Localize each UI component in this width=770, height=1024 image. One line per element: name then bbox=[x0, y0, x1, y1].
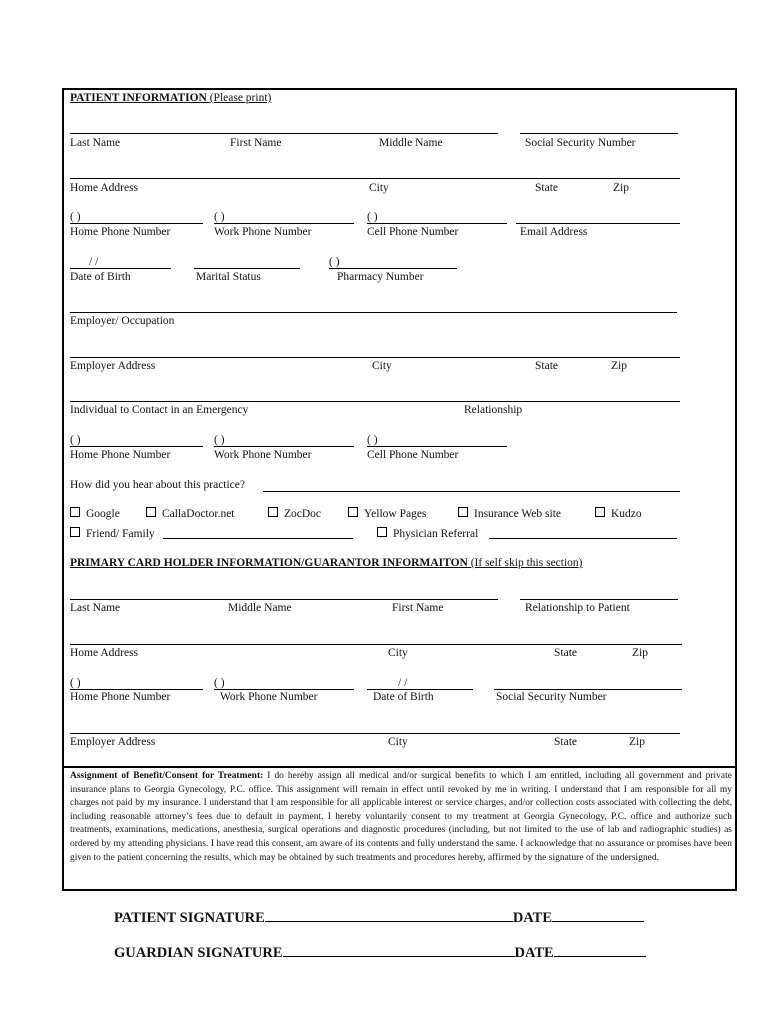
consent-body: I do hereby assign all medical and/or surgical benefits to which I am entitled, including all government and private insurance plans to Georgia Gynecology, P.C. office. This assignment will remain in effect until revoked by me in writing. I understand that I am responsible for all my charges not paid by my insurance. I understand that I am responsible for all applicable interest or service charges, and/or collection costs associated with collecting the debt, including reasonable attorney’s fees due to default in payment. I hereby voluntarily consent to my treatment at Georgia Gynecology, P.C. office and authorize such treatments, examinations, medications, anesthesia, surgical operations and diagnostic procedures (including, but not limited to the use of lab and radiographic studies) as ordered by my attending physicians. I have read this consent, am aware of its contents and fully understand the same. I acknowledge that no assurance or promises have been given to the patient concerning the results, which may be obtained by such treatments and procedures hereby, affirmed by the signature of the undersigned. bbox=[70, 771, 732, 863]
label-employer-address: Employer Address bbox=[70, 360, 156, 372]
checkbox-icon[interactable] bbox=[70, 527, 80, 537]
guarantor-home-phone-field[interactable] bbox=[70, 689, 203, 690]
guardian-signature-field[interactable] bbox=[283, 955, 515, 957]
em-home-phone-paren: ( ) bbox=[70, 434, 81, 446]
label-middle-name: Middle Name bbox=[379, 137, 443, 149]
label-city: City bbox=[369, 182, 389, 194]
label-zip: Zip bbox=[613, 182, 629, 194]
option-yellow-pages[interactable]: Yellow Pages bbox=[348, 507, 426, 521]
option-physician-referral[interactable]: Physician Referral bbox=[377, 527, 478, 541]
patient-pharmacy-field[interactable] bbox=[329, 268, 457, 269]
employer-address-field[interactable] bbox=[70, 357, 680, 358]
label-pharmacy-number: Pharmacy Number bbox=[337, 271, 424, 283]
patient-signature-row bbox=[114, 911, 644, 926]
hear-about-field[interactable] bbox=[263, 491, 680, 492]
label-em-work-phone: Work Phone Number bbox=[214, 449, 312, 461]
consent-paragraph bbox=[70, 770, 732, 865]
patient-email-field[interactable] bbox=[516, 223, 680, 224]
emergency-work-phone-field[interactable] bbox=[214, 446, 354, 447]
label-employer-occupation: Employer/ Occupation bbox=[70, 315, 175, 327]
label-marital-status: Marital Status bbox=[196, 271, 261, 283]
label-relationship: Relationship bbox=[464, 404, 523, 416]
work-phone-paren: ( ) bbox=[214, 211, 225, 223]
g-dob-slashes: / / bbox=[398, 677, 408, 689]
guardian-date-label: DATE bbox=[514, 945, 554, 961]
label-g-employer-address: Employer Address bbox=[70, 736, 156, 748]
checkbox-icon[interactable] bbox=[268, 507, 278, 517]
guarantor-employer-address-field[interactable] bbox=[70, 733, 680, 734]
patient-dob-field[interactable] bbox=[70, 268, 171, 269]
emergency-home-phone-field[interactable] bbox=[70, 446, 203, 447]
label-home-address: Home Address bbox=[70, 182, 139, 194]
label-g-last-name: Last Name bbox=[70, 602, 121, 614]
label-work-phone: Work Phone Number bbox=[214, 226, 312, 238]
guarantor-relationship-field[interactable] bbox=[520, 599, 678, 600]
patient-info-heading: PATIENT INFORMATION (Please print) bbox=[70, 92, 272, 104]
employer-occupation-field[interactable] bbox=[70, 312, 677, 313]
friend-family-field[interactable] bbox=[163, 538, 353, 539]
label-g-home-address: Home Address bbox=[70, 647, 139, 659]
label-cell-phone: Cell Phone Number bbox=[367, 226, 459, 238]
label-employer-zip: Zip bbox=[611, 360, 627, 372]
patient-cell-phone-field[interactable] bbox=[367, 223, 507, 224]
label-emergency-contact: Individual to Contact in an Emergency bbox=[70, 404, 249, 416]
patient-date-label: DATE bbox=[512, 910, 553, 926]
label-home-phone: Home Phone Number bbox=[70, 226, 171, 238]
dob-slashes: / / bbox=[89, 256, 99, 268]
em-cell-phone-paren: ( ) bbox=[367, 434, 378, 446]
label-employer-city: City bbox=[372, 360, 392, 372]
label-g-ssn: Social Security Number bbox=[496, 691, 607, 703]
checkbox-icon[interactable] bbox=[595, 507, 605, 517]
label-g-home-phone: Home Phone Number bbox=[70, 691, 171, 703]
guarantor-address-field[interactable] bbox=[70, 644, 682, 645]
cell-phone-paren: ( ) bbox=[367, 211, 378, 223]
guardian-signature-label: GUARDIAN SIGNATURE bbox=[114, 945, 283, 961]
emergency-cell-phone-field[interactable] bbox=[367, 446, 507, 447]
option-insurance-web[interactable]: Insurance Web site bbox=[458, 507, 561, 521]
consent-title: Assignment of Benefit/Consent for Treatment: bbox=[70, 771, 264, 781]
label-dob: Date of Birth bbox=[70, 271, 131, 283]
label-employer-state: State bbox=[535, 360, 558, 372]
option-calladoctor[interactable]: CallaDoctor.net bbox=[146, 507, 235, 521]
guarantor-name-field[interactable] bbox=[70, 599, 498, 600]
patient-marital-field[interactable] bbox=[194, 268, 300, 269]
guarantor-note: (If self skip this section) bbox=[467, 557, 583, 569]
consent-divider bbox=[62, 766, 737, 768]
patient-address-field[interactable] bbox=[70, 178, 680, 179]
label-g-dob: Date of Birth bbox=[373, 691, 434, 703]
label-g-middle-name: Middle Name bbox=[228, 602, 292, 614]
guarantor-ssn-field[interactable] bbox=[494, 689, 682, 690]
label-g-zip: Zip bbox=[632, 647, 648, 659]
label-last-name: Last Name bbox=[70, 137, 121, 149]
option-friend-family[interactable]: Friend/ Family bbox=[70, 527, 155, 541]
label-g-employer-zip: Zip bbox=[629, 736, 645, 748]
checkbox-icon[interactable] bbox=[458, 507, 468, 517]
option-google[interactable]: Google bbox=[70, 507, 120, 521]
label-g-state: State bbox=[554, 647, 577, 659]
g-home-phone-paren: ( ) bbox=[70, 677, 81, 689]
label-g-first-name: First Name bbox=[392, 602, 444, 614]
label-g-work-phone: Work Phone Number bbox=[220, 691, 318, 703]
label-email: Email Address bbox=[520, 226, 588, 238]
checkbox-icon[interactable] bbox=[146, 507, 156, 517]
patient-signature-field[interactable] bbox=[265, 920, 513, 922]
label-g-city: City bbox=[388, 647, 408, 659]
label-hear-about: How did you hear about this practice? bbox=[70, 479, 245, 491]
patient-info-note: (Please print) bbox=[209, 92, 272, 104]
patient-work-phone-field[interactable] bbox=[214, 223, 354, 224]
option-zocdoc[interactable]: ZocDoc bbox=[268, 507, 321, 521]
guarantor-heading: PRIMARY CARD HOLDER INFORMATION/GUARANTOR INFORMAITON (If self skip this section) bbox=[70, 557, 583, 569]
label-g-employer-state: State bbox=[554, 736, 577, 748]
label-state: State bbox=[535, 182, 558, 194]
label-em-cell-phone: Cell Phone Number bbox=[367, 449, 459, 461]
patient-home-phone-field[interactable] bbox=[70, 223, 203, 224]
g-work-phone-paren: ( ) bbox=[214, 677, 225, 689]
guarantor-dob-field[interactable] bbox=[367, 689, 473, 690]
patient-date-field[interactable] bbox=[552, 920, 644, 922]
guardian-signature-row bbox=[114, 946, 646, 961]
label-g-relationship: Relationship to Patient bbox=[525, 602, 630, 614]
checkbox-icon[interactable] bbox=[348, 507, 358, 517]
patient-ssn-field[interactable] bbox=[520, 133, 678, 134]
pharmacy-paren: ( ) bbox=[329, 256, 340, 268]
patient-name-field[interactable] bbox=[70, 133, 498, 134]
home-phone-paren: ( ) bbox=[70, 211, 81, 223]
option-kudzo[interactable]: Kudzo bbox=[595, 507, 642, 521]
checkbox-icon[interactable] bbox=[70, 507, 80, 517]
emergency-contact-field[interactable] bbox=[70, 401, 680, 402]
label-first-name: First Name bbox=[230, 137, 282, 149]
checkbox-icon[interactable] bbox=[377, 527, 387, 537]
patient-signature-label: PATIENT SIGNATURE bbox=[114, 910, 265, 926]
em-work-phone-paren: ( ) bbox=[214, 434, 225, 446]
guarantor-work-phone-field[interactable] bbox=[214, 689, 354, 690]
label-ssn: Social Security Number bbox=[525, 137, 636, 149]
guardian-date-field[interactable] bbox=[554, 955, 646, 957]
label-g-employer-city: City bbox=[388, 736, 408, 748]
label-em-home-phone: Home Phone Number bbox=[70, 449, 171, 461]
physician-referral-field[interactable] bbox=[489, 538, 677, 539]
